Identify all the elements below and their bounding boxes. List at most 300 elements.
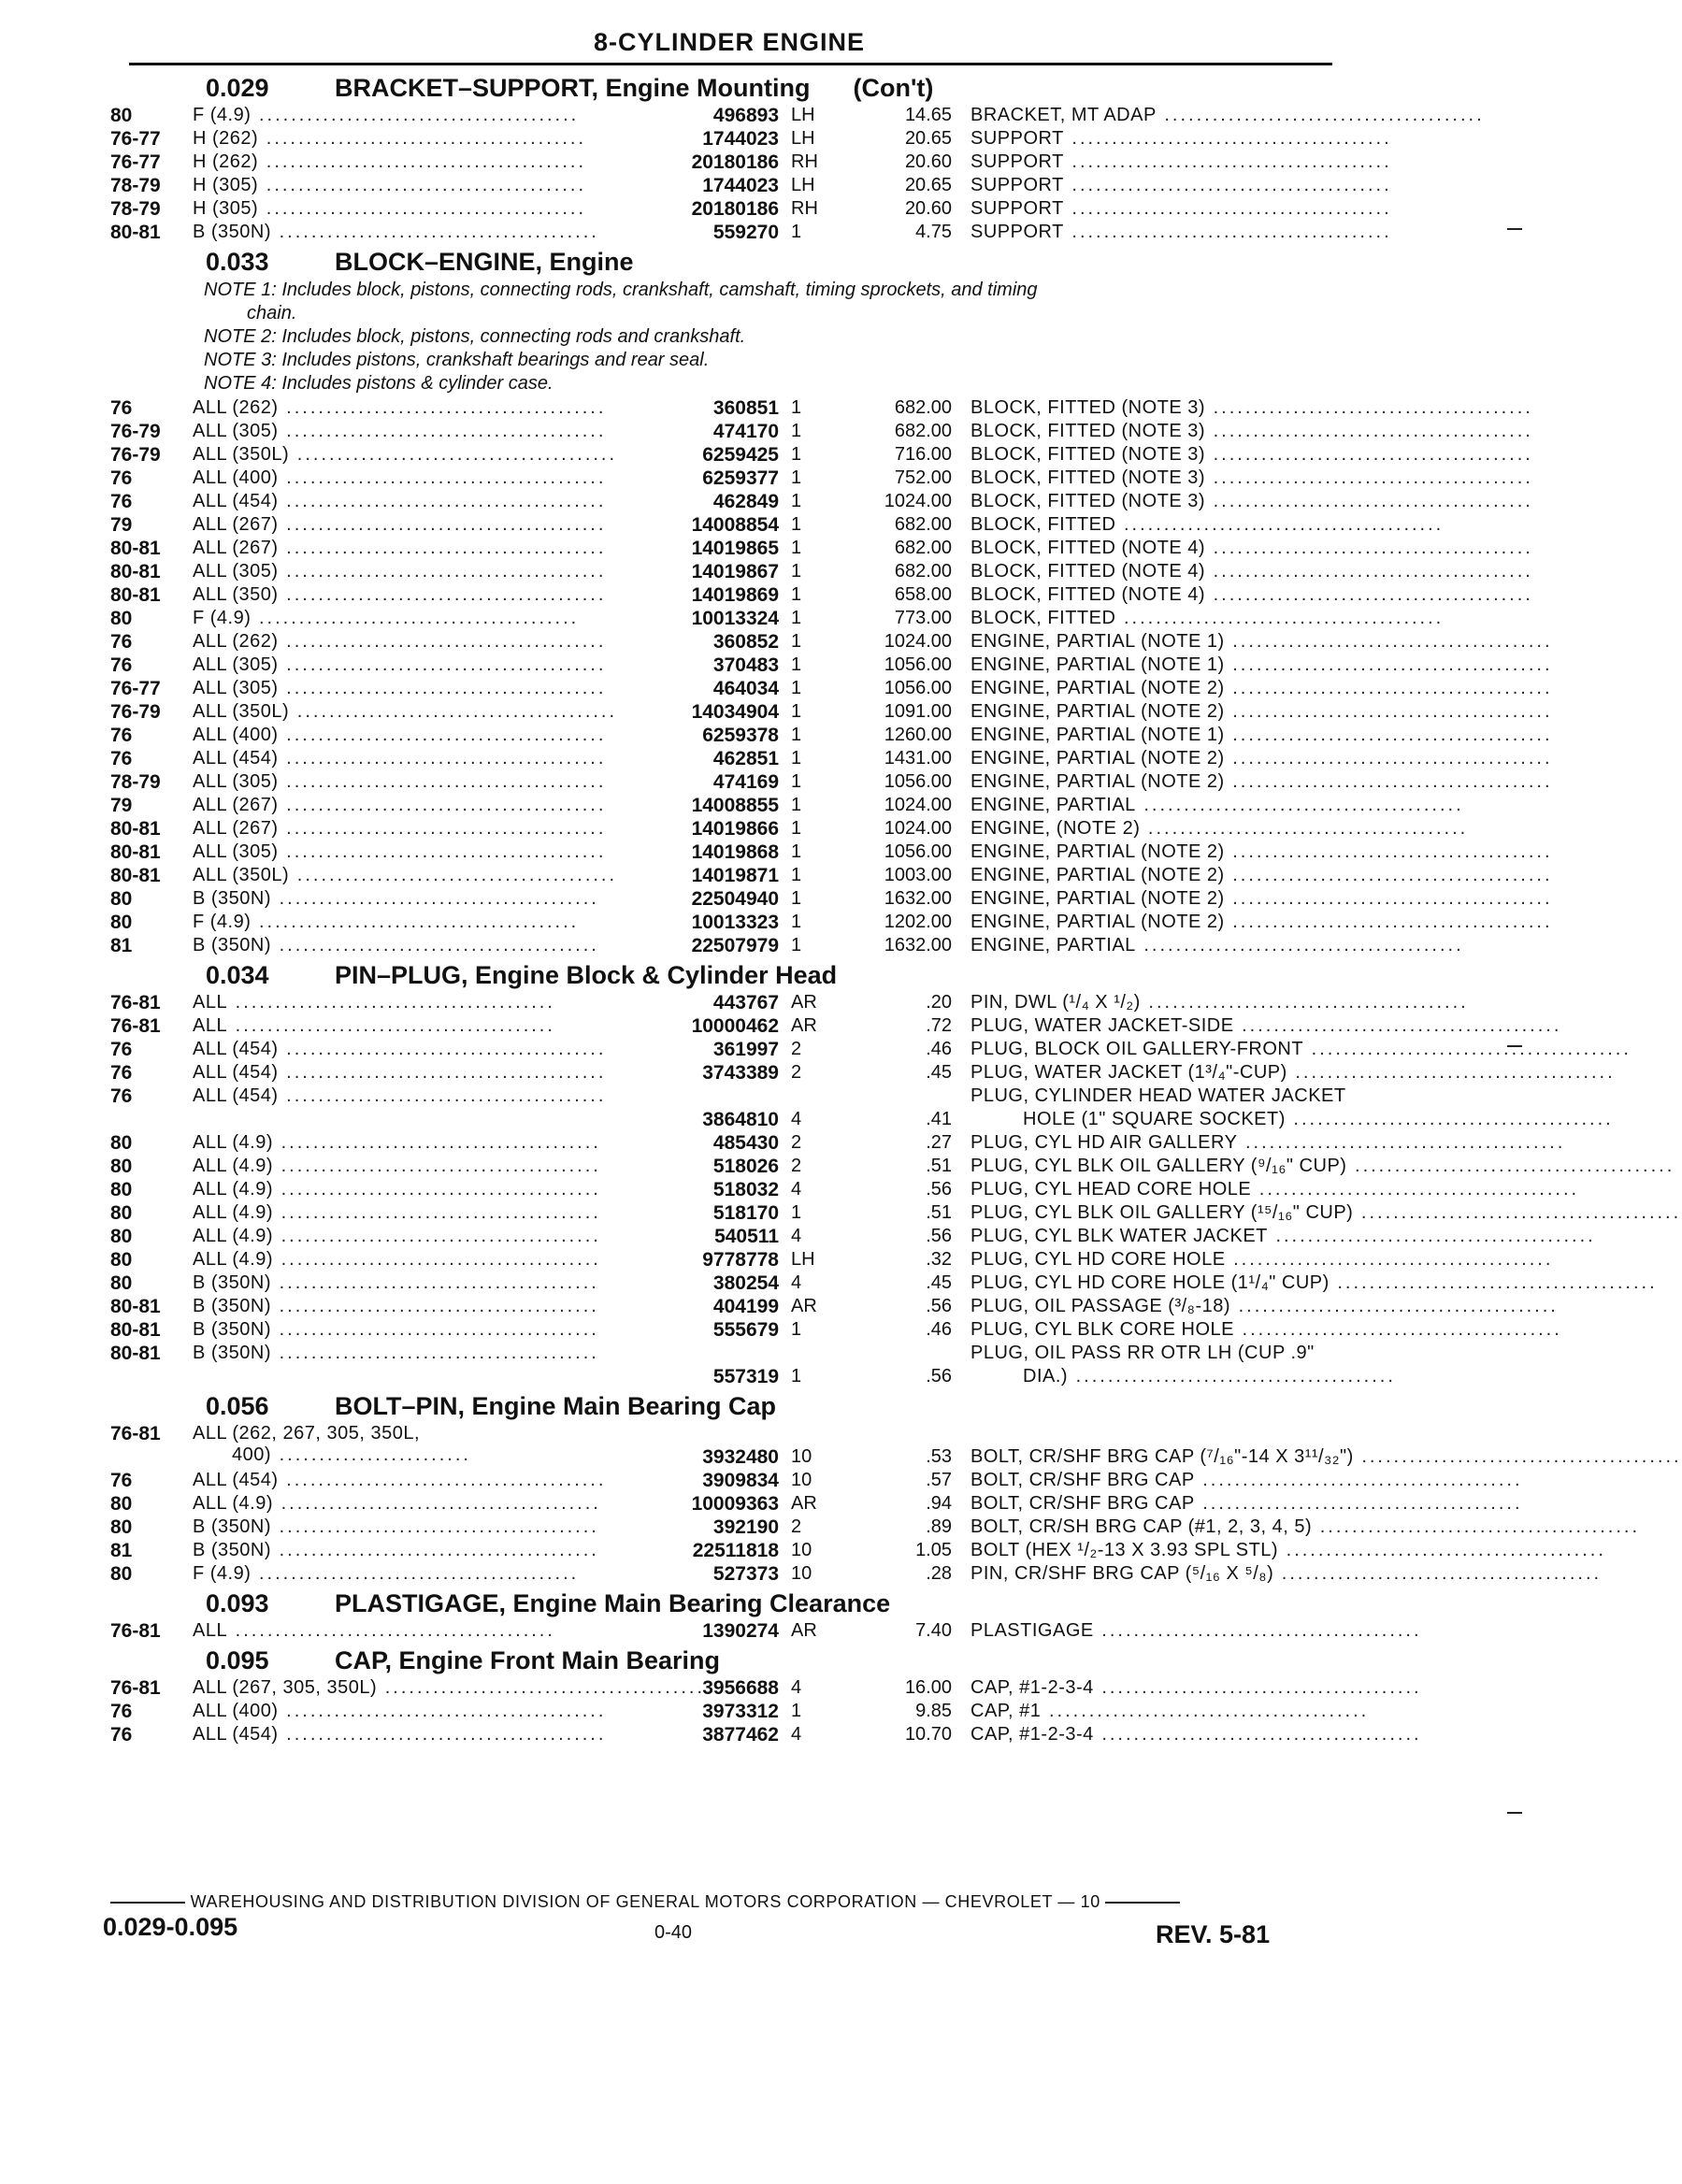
- section-code: 0.033: [206, 248, 269, 276]
- description-line: [970, 888, 1553, 912]
- table-row: [110, 128, 1392, 151]
- model-year: 79: [110, 795, 133, 816]
- description-text: PLUG, OIL PASSAGE (³/₈-18): [970, 1296, 1231, 1316]
- description-text: PIN, CR/SHF BRG CAP (⁵/₁₆ X ⁵/₈): [970, 1563, 1274, 1584]
- model-year: 76: [110, 725, 133, 746]
- part-number: 22511818: [692, 1540, 779, 1561]
- table-row: [110, 992, 1469, 1015]
- description-text: BOLT, CR/SH BRG CAP (#1, 2, 3, 4, 5): [970, 1516, 1313, 1537]
- leader-dots: ........................................: [1205, 584, 1533, 605]
- description-line: [970, 397, 1533, 421]
- model-year: 80: [110, 1202, 133, 1224]
- description-text: ENGINE, PARTIAL (NOTE 1): [970, 631, 1225, 652]
- table-row: [110, 198, 1392, 222]
- price: 1632.00: [884, 888, 952, 909]
- quantity: 1: [791, 1366, 802, 1387]
- description-text: PLUG, CYL BLK OIL GALLERY (¹⁵/₁₆" CUP): [970, 1202, 1354, 1223]
- application: [193, 467, 607, 489]
- leader-dots: ........................: [271, 1444, 471, 1465]
- model-year: 76-77: [110, 128, 161, 150]
- quantity: 1: [791, 514, 802, 535]
- footer-code-range: 0.029-0.095: [103, 1913, 238, 1941]
- part-number: 518026: [712, 1156, 779, 1177]
- description: [970, 1015, 1562, 1039]
- quantity: LH: [791, 105, 815, 125]
- table-row: [110, 912, 1553, 935]
- quantity: LH: [791, 1249, 815, 1270]
- price: 4.75: [915, 222, 952, 242]
- description-text: PLUG, CYL BLK WATER JACKET: [970, 1226, 1268, 1246]
- description: [970, 888, 1553, 912]
- quantity: 2: [791, 1156, 802, 1176]
- model-year: 76: [110, 631, 133, 653]
- table-row: [110, 397, 1533, 421]
- part-number: 1744023: [702, 128, 779, 150]
- table-row: [110, 1493, 1523, 1516]
- description-line: [970, 678, 1553, 701]
- application-continuation: 400): [232, 1444, 272, 1465]
- description-line: [970, 467, 1533, 491]
- application-text: ALL (305): [193, 771, 279, 792]
- quantity: 1: [791, 1202, 802, 1223]
- quantity: 1: [791, 421, 802, 441]
- application-text: ALL: [193, 1620, 228, 1641]
- description-line: [970, 1516, 1640, 1540]
- price: 716.00: [894, 444, 952, 465]
- description-text: BRACKET, MT ADAP: [970, 105, 1157, 125]
- application-text: ALL (454): [193, 1062, 279, 1083]
- application: [193, 608, 580, 629]
- table-row: [110, 467, 1533, 491]
- leader-dots: ........................................: [278, 1724, 607, 1745]
- part-number: 527373: [712, 1563, 779, 1585]
- application-text: H (305): [193, 198, 259, 219]
- application: [193, 701, 618, 723]
- part-number: 14019871: [691, 865, 779, 886]
- description: [970, 631, 1553, 654]
- application-text: H (262): [193, 151, 259, 172]
- description: [970, 151, 1438, 175]
- description-text: PLUG, CYL BLK OIL GALLERY (⁹/₁₆" CUP): [970, 1156, 1347, 1176]
- part-number: 14019868: [691, 841, 779, 863]
- leader-dots: ........................................: [1303, 1039, 1632, 1059]
- model-year: 80-81: [110, 538, 161, 559]
- description: [970, 1179, 1580, 1202]
- table-row: [110, 105, 1485, 128]
- table-row: [110, 841, 1553, 865]
- part-number: 474169: [712, 771, 779, 793]
- description-line: [970, 654, 1553, 678]
- table-row: [110, 818, 1469, 841]
- part-number: 462849: [712, 491, 779, 512]
- price: 1056.00: [884, 771, 952, 792]
- model-year: 80-81: [110, 584, 161, 606]
- quantity: 10: [791, 1470, 812, 1490]
- description: [970, 561, 1533, 584]
- description-line: [970, 1085, 1438, 1109]
- model-year: 76: [110, 748, 133, 769]
- leader-dots: ........................................: [1063, 198, 1392, 219]
- table-row: [110, 514, 1445, 538]
- application-text: ALL (4.9): [193, 1179, 274, 1200]
- description-text: CAP, #1-2-3-4: [970, 1677, 1094, 1698]
- description-line: [970, 725, 1553, 748]
- application: [193, 1015, 553, 1037]
- application: [193, 748, 607, 769]
- application-text: B (350N): [193, 1319, 272, 1340]
- application: [193, 1179, 601, 1200]
- application: [193, 538, 607, 559]
- section-0-034: [110, 958, 1682, 1389]
- part-number: 14019869: [691, 584, 779, 606]
- description-line: [970, 1446, 1682, 1470]
- leader-dots: ........................................: [1273, 1563, 1603, 1584]
- leader-dots: ........................................: [278, 631, 607, 652]
- part-number: 3956688: [702, 1677, 779, 1699]
- model-year: 76-81: [110, 1015, 161, 1037]
- leader-dots: ........................................: [1063, 151, 1392, 172]
- leader-dots: ........................................: [251, 912, 580, 932]
- table-row: [110, 1039, 1632, 1062]
- leader-dots: ........................................: [278, 561, 607, 582]
- description: [970, 1563, 1603, 1587]
- application: [193, 514, 607, 536]
- price: .89: [926, 1516, 952, 1537]
- table-row: [110, 1677, 1422, 1701]
- leader-dots: ........................................: [278, 725, 607, 745]
- section-0-095: [110, 1644, 1422, 1747]
- leader-dots: ........................................: [1205, 538, 1533, 558]
- part-number: 22504940: [691, 888, 779, 910]
- table-row: [110, 1470, 1523, 1493]
- description: [970, 397, 1533, 421]
- description-line: [970, 105, 1485, 128]
- section-code: 0.034: [206, 961, 269, 989]
- description-text: ENGINE, PARTIAL (NOTE 2): [970, 701, 1225, 722]
- model-year: 76-79: [110, 701, 161, 723]
- model-year: 80: [110, 1156, 133, 1177]
- description: [970, 748, 1553, 771]
- table-row: [110, 538, 1533, 561]
- leader-dots: ........................................: [227, 1015, 555, 1036]
- description-text: ENGINE, PARTIAL (NOTE 2): [970, 841, 1225, 862]
- model-year: 76-79: [110, 421, 161, 442]
- description-text: SUPPORT: [970, 128, 1064, 149]
- quantity: 2: [791, 1039, 802, 1059]
- quantity: 1: [791, 467, 802, 488]
- description-text: PIN, DWL (¹/₄ X ¹/₂): [970, 992, 1141, 1013]
- leader-dots: ........................................: [278, 584, 607, 605]
- price: .56: [926, 1366, 952, 1387]
- leader-dots: ........................................: [271, 935, 599, 956]
- application: [193, 1226, 601, 1247]
- description-line: [970, 1226, 1596, 1249]
- leader-dots: ........................................: [1346, 1156, 1675, 1176]
- description: [970, 841, 1553, 865]
- part-number: 10013323: [691, 912, 779, 933]
- application: [193, 678, 607, 699]
- price: .94: [926, 1493, 952, 1514]
- price: 682.00: [894, 514, 952, 535]
- leader-dots: ........................................: [1115, 514, 1445, 535]
- table-row: [110, 1062, 1616, 1085]
- description-line: [970, 1540, 1606, 1563]
- description-line: [970, 1470, 1523, 1493]
- table-row: [110, 725, 1553, 748]
- application-text: ALL (4.9): [193, 1249, 274, 1270]
- quantity: LH: [791, 128, 815, 149]
- part-number: 14019866: [691, 818, 779, 840]
- price: .45: [926, 1272, 952, 1293]
- description: [970, 491, 1533, 514]
- description-text: PLASTIGAGE: [970, 1620, 1094, 1641]
- description: [970, 538, 1533, 561]
- description-line: [970, 198, 1438, 222]
- description-line: [970, 818, 1469, 841]
- model-year: 80-81: [110, 561, 161, 582]
- description-text: ENGINE, PARTIAL: [970, 935, 1136, 956]
- table-row: [110, 561, 1533, 584]
- model-year: 80: [110, 608, 133, 629]
- price: .51: [926, 1202, 952, 1223]
- description-text: BLOCK, FITTED (NOTE 3): [970, 397, 1206, 418]
- application: [193, 841, 607, 863]
- model-year: 80: [110, 912, 133, 933]
- model-year: 80-81: [110, 841, 161, 863]
- description: [970, 725, 1553, 748]
- description: [970, 175, 1438, 198]
- part-number: 557319: [712, 1366, 779, 1387]
- section-title: BOLT–PIN, Engine Main Bearing Cap: [335, 1392, 777, 1420]
- price: 1024.00: [884, 631, 952, 652]
- leader-dots: ........................................: [1224, 888, 1553, 909]
- model-year: 76: [110, 1039, 133, 1060]
- description: [970, 1343, 1438, 1389]
- margin-mark: [1507, 1812, 1522, 1814]
- leader-dots: ........................................: [271, 1296, 599, 1316]
- description-text: PLUG, WATER JACKET (1³/₄"-CUP): [970, 1062, 1287, 1083]
- application: [193, 175, 587, 196]
- part-number: 6259378: [702, 725, 779, 746]
- application: [193, 1343, 599, 1364]
- quantity: RH: [791, 151, 818, 172]
- price: 9.85: [915, 1701, 952, 1721]
- application: [193, 222, 599, 243]
- footer-revision: REV. 5-81: [1156, 1920, 1271, 1948]
- table-row: [110, 491, 1533, 514]
- quantity: AR: [791, 992, 817, 1013]
- description-line: [970, 538, 1533, 561]
- model-year: 80: [110, 105, 133, 126]
- part-number: 474170: [712, 421, 779, 442]
- table-row: [110, 701, 1553, 725]
- quantity: 4: [791, 1724, 802, 1745]
- application-text: ALL (454): [193, 1039, 279, 1059]
- section-heading: [110, 245, 1344, 279]
- part-number: 20180186: [691, 151, 779, 173]
- price: 1431.00: [884, 748, 952, 769]
- description: [970, 865, 1553, 888]
- description: [970, 608, 1445, 631]
- description-text: BLOCK, FITTED (NOTE 4): [970, 584, 1206, 605]
- leader-dots: ........................................: [271, 1343, 599, 1363]
- quantity: 1: [791, 654, 802, 675]
- leader-dots: ........................................: [1224, 841, 1553, 862]
- model-year: 76-77: [110, 151, 161, 173]
- table-row: [110, 1015, 1562, 1039]
- description: [970, 1132, 1566, 1156]
- section-0-029: [110, 71, 1485, 245]
- description-line: [970, 795, 1464, 818]
- price: .20: [926, 992, 952, 1013]
- part-number: 14008855: [691, 795, 779, 816]
- description-line: [970, 1343, 1438, 1366]
- description-line: [970, 1202, 1682, 1226]
- price: 682.00: [894, 397, 952, 418]
- leader-dots: ........................................: [271, 1272, 599, 1293]
- leader-dots: ........................................: [273, 1493, 601, 1514]
- quantity: 1: [791, 795, 802, 815]
- description: [970, 912, 1553, 935]
- quantity: 1: [791, 1701, 802, 1721]
- description-text: BLOCK, FITTED (NOTE 3): [970, 421, 1206, 441]
- description-line: [970, 584, 1533, 608]
- section-notes: [110, 279, 1344, 395]
- description-text: BLOCK, FITTED: [970, 514, 1116, 535]
- leader-dots: ........................................: [271, 222, 599, 242]
- model-year: 80-81: [110, 818, 161, 840]
- price: .32: [926, 1249, 952, 1270]
- table-row: [110, 1423, 1682, 1470]
- description-text: HOLE (1" SQUARE SOCKET): [1023, 1109, 1286, 1129]
- description: [970, 1677, 1438, 1701]
- application: [193, 1563, 580, 1585]
- description-text: ENGINE, PARTIAL (NOTE 2): [970, 912, 1225, 932]
- application-text: B (350N): [193, 1540, 272, 1560]
- quantity: 1: [791, 222, 802, 242]
- price: 20.60: [904, 151, 952, 172]
- description-text: SUPPORT: [970, 175, 1064, 195]
- price: 1056.00: [884, 654, 952, 675]
- leader-dots: ........................................: [1224, 771, 1553, 792]
- application-text: ALL (305): [193, 841, 279, 862]
- footer-rule-left: [110, 1902, 185, 1904]
- description: [970, 1296, 1559, 1319]
- leader-dots: ........................................: [1224, 631, 1553, 652]
- table-row: [110, 584, 1533, 608]
- quantity: 10: [791, 1563, 812, 1584]
- part-number: 360851: [712, 397, 779, 419]
- leader-dots: ........................................: [278, 841, 607, 862]
- application: [193, 1062, 607, 1084]
- description-line: [970, 1179, 1580, 1202]
- price: .45: [926, 1062, 952, 1083]
- description-text: ENGINE, PARTIAL: [970, 795, 1136, 815]
- leader-dots: ........................................: [278, 1470, 607, 1490]
- leader-dots: ........................................: [273, 1179, 601, 1200]
- leader-dots: ........................................: [1063, 222, 1392, 242]
- quantity: 1: [791, 584, 802, 605]
- model-year: 81: [110, 1540, 133, 1561]
- quantity: 4: [791, 1109, 802, 1129]
- description-line: [970, 1677, 1438, 1701]
- leader-dots: ........................................: [377, 1677, 706, 1698]
- price: .27: [926, 1132, 952, 1153]
- table-row: [110, 1179, 1580, 1202]
- model-year: 76: [110, 491, 133, 512]
- application: [193, 1085, 607, 1107]
- application-text: H (305): [193, 175, 259, 195]
- section-heading: [110, 1587, 1344, 1620]
- description-text: BLOCK, FITTED (NOTE 3): [970, 444, 1206, 465]
- application: [193, 421, 607, 442]
- description: [970, 584, 1533, 608]
- application: [193, 865, 618, 886]
- leader-dots: ........................................: [1287, 1062, 1616, 1083]
- application-text: ALL (454): [193, 491, 279, 511]
- description: [970, 1701, 1438, 1724]
- application-text: ALL (454): [193, 1470, 279, 1490]
- application: [193, 491, 607, 512]
- description-line: [970, 1156, 1675, 1179]
- part-number: 496893: [712, 105, 779, 126]
- section-continued: (Con't): [853, 74, 934, 102]
- description-text: PLUG, BLOCK OIL GALLERY-FRONT: [970, 1039, 1304, 1059]
- model-year: 76: [110, 1062, 133, 1084]
- price: .46: [926, 1319, 952, 1340]
- application-text: ALL (350L): [193, 865, 290, 885]
- description-text: CAP, #1: [970, 1701, 1042, 1721]
- table-row: [110, 748, 1553, 771]
- description-line: [970, 1423, 1438, 1446]
- description-line: [970, 631, 1553, 654]
- price: 1003.00: [884, 865, 952, 885]
- quantity: 1: [791, 771, 802, 792]
- section-title: PLASTIGAGE, Engine Main Bearing Clearance: [335, 1589, 891, 1617]
- model-year: 76-77: [110, 678, 161, 699]
- leader-dots: ........................................: [1135, 935, 1464, 956]
- description-text: DIA.): [1023, 1366, 1069, 1387]
- leader-dots: ........................................: [1230, 1296, 1559, 1316]
- table-row: [110, 1296, 1559, 1319]
- description-line: [970, 1319, 1562, 1343]
- price: 10.70: [904, 1724, 952, 1745]
- leader-dots: ........................................: [1205, 444, 1533, 465]
- model-year: 76: [110, 397, 133, 419]
- section-heading: [110, 71, 1344, 105]
- price: 7.40: [915, 1620, 952, 1641]
- application: [193, 654, 607, 676]
- application: [193, 1319, 599, 1341]
- quantity: 1: [791, 701, 802, 722]
- description-line: [970, 1249, 1554, 1272]
- leader-dots: ........................................: [278, 1701, 607, 1721]
- quantity: AR: [791, 1493, 817, 1514]
- footer-division-text: WAREHOUSING AND DISTRIBUTION DIVISION OF GENERAL MOTORS CORPORATION — CHEVROLET — 10: [190, 1892, 1100, 1911]
- model-year: 76-79: [110, 444, 161, 466]
- model-year: 80: [110, 1249, 133, 1271]
- application-text: ALL (305): [193, 678, 279, 698]
- application-text: ALL: [193, 1015, 228, 1036]
- price: 773.00: [894, 608, 952, 628]
- leader-dots: ........................................: [1205, 561, 1533, 582]
- quantity: 1: [791, 397, 802, 418]
- application-text: ALL (400): [193, 725, 279, 745]
- description: [970, 198, 1438, 222]
- footer-division: [110, 1892, 1316, 1912]
- leader-dots: ........................................: [278, 1085, 607, 1106]
- table-row: [110, 608, 1445, 631]
